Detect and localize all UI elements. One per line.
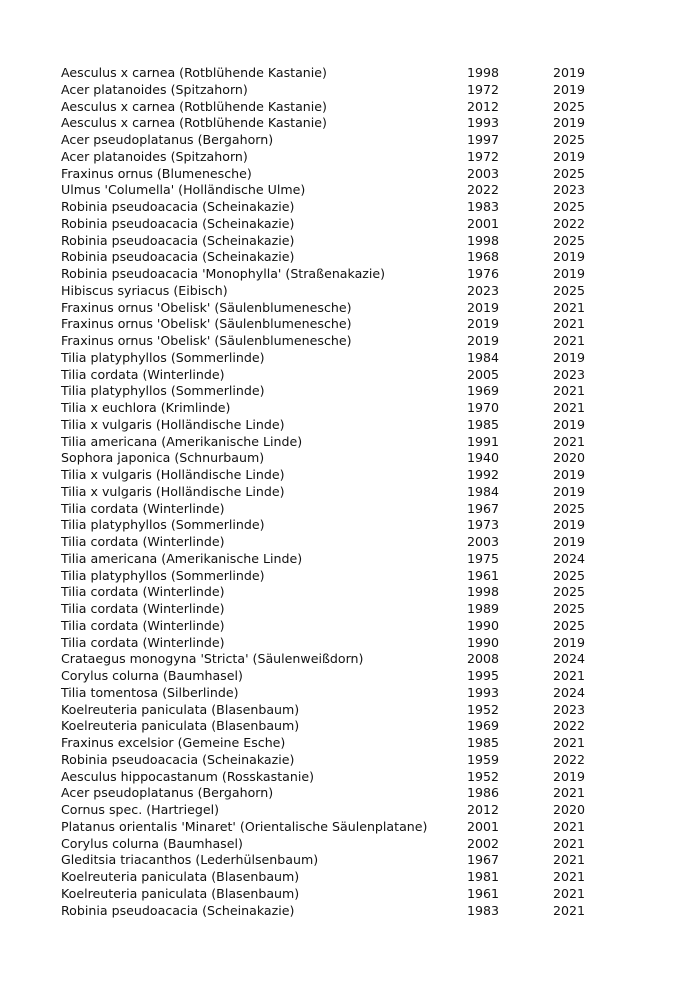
year-checked-cell: 2020: [553, 450, 586, 466]
species-cell: Sophora japonica (Schnurbaum): [61, 450, 265, 466]
year-planted-cell: 2005: [467, 366, 500, 382]
year-planted-cell: 1984: [467, 349, 500, 365]
table-row: [61, 702, 613, 719]
tree-list-body: [61, 65, 613, 919]
year-planted-cell: 1981: [467, 869, 500, 884]
year-checked-cell: 2019: [553, 249, 586, 265]
year-checked-cell: 2023: [553, 701, 586, 717]
species-cell: Robinia pseudoacacia (Scheinakazie): [61, 215, 295, 231]
year-planted-cell: 1991: [467, 433, 500, 449]
species-cell: Platanus orientalis 'Minaret' (Orientalische Säulenplatane): [61, 818, 428, 834]
table-row: [61, 333, 613, 350]
year-planted-cell: 1952: [467, 701, 500, 717]
species-cell: Tilia cordata (Winterlinde): [61, 601, 225, 616]
year-checked-cell: 2019: [553, 81, 586, 97]
species-cell: Corylus colurna (Baumhasel): [61, 668, 243, 683]
year-checked-cell: 2019: [553, 148, 586, 164]
year-planted-cell: 1990: [467, 617, 500, 633]
year-planted-cell: 1993: [467, 684, 500, 700]
species-cell: Tilia cordata (Winterlinde): [61, 584, 225, 600]
year-planted-cell: 2019: [467, 299, 500, 315]
species-cell: Acer pseudoplatanus (Bergahorn): [61, 785, 274, 801]
table-row: [61, 383, 613, 400]
year-planted-cell: 2001: [467, 215, 500, 231]
year-checked-cell: 2021: [553, 433, 586, 449]
year-planted-cell: 1985: [467, 416, 500, 432]
year-checked-cell: 2021: [553, 333, 586, 348]
species-cell: Fraxinus ornus 'Obelisk' (Säulenblumenesche): [61, 333, 352, 348]
year-checked-cell: 2021: [553, 885, 586, 901]
table-row: [61, 400, 613, 417]
species-cell: Tilia platyphyllos (Sommerlinde): [61, 567, 265, 583]
year-checked-cell: 2019: [553, 65, 586, 80]
year-planted-cell: 1969: [467, 383, 500, 399]
year-checked-cell: 2021: [553, 818, 586, 834]
year-planted-cell: 2001: [467, 818, 500, 834]
year-planted-cell: 1986: [467, 785, 500, 801]
year-checked-cell: 2023: [553, 366, 586, 382]
year-checked-cell: 2019: [553, 266, 586, 281]
table-row: [61, 819, 613, 836]
table-row: [61, 350, 613, 367]
species-cell: Robinia pseudoacacia (Scheinakazie): [61, 751, 295, 767]
species-cell: Tilia cordata (Winterlinde): [61, 617, 225, 633]
species-cell: Koelreuteria paniculata (Blasenbaum): [61, 869, 300, 884]
year-checked-cell: 2021: [553, 400, 586, 415]
year-checked-cell: 2021: [553, 835, 586, 851]
table-row: [61, 467, 613, 484]
species-cell: Crataegus monogyna 'Stricta' (Säulenweißdorn): [61, 651, 364, 667]
species-cell: Tilia cordata (Winterlinde): [61, 366, 225, 382]
year-checked-cell: 2025: [553, 98, 586, 114]
species-cell: Fraxinus ornus 'Obelisk' (Säulenblumenesche): [61, 299, 352, 315]
species-cell: Tilia americana (Amerikanische Linde): [61, 550, 303, 566]
species-cell: Robinia pseudoacacia (Scheinakazie): [61, 232, 295, 248]
species-cell: Aesculus x carnea (Rotblühende Kastanie): [61, 65, 327, 80]
species-cell: Robinia pseudoacacia (Scheinakazie): [61, 199, 295, 214]
table-row: [61, 182, 613, 199]
year-planted-cell: 1961: [467, 567, 500, 583]
year-planted-cell: 1959: [467, 751, 500, 767]
table-row: [61, 216, 613, 233]
year-checked-cell: 2025: [553, 617, 586, 633]
year-checked-cell: 2024: [553, 651, 586, 667]
year-checked-cell: 2019: [553, 517, 586, 533]
table-row: [61, 584, 613, 601]
year-planted-cell: 1952: [467, 768, 500, 784]
year-checked-cell: 2024: [553, 550, 586, 566]
year-checked-cell: 2019: [553, 768, 586, 784]
year-checked-cell: 2021: [553, 852, 586, 868]
table-row: [61, 852, 613, 869]
table-row: [61, 769, 613, 786]
year-planted-cell: 1993: [467, 115, 500, 131]
species-cell: Tilia cordata (Winterlinde): [61, 534, 225, 549]
year-planted-cell: 1969: [467, 718, 500, 734]
year-planted-cell: 2019: [467, 316, 500, 332]
year-checked-cell: 2022: [553, 718, 586, 734]
year-checked-cell: 2025: [553, 584, 586, 600]
species-cell: Fraxinus ornus (Blumenesche): [61, 165, 252, 181]
year-checked-cell: 2024: [553, 684, 586, 700]
species-cell: Robinia pseudoacacia 'Monophylla' (Straßenakazie): [61, 266, 386, 281]
year-planted-cell: 1968: [467, 249, 500, 265]
species-cell: Acer platanoides (Spitzahorn): [61, 148, 248, 164]
year-planted-cell: 1989: [467, 601, 500, 616]
table-row: [61, 802, 613, 819]
tree-list-table: [61, 65, 613, 919]
table-row: [61, 484, 613, 501]
year-planted-cell: 1975: [467, 550, 500, 566]
year-planted-cell: 1998: [467, 65, 500, 80]
year-checked-cell: 2022: [553, 751, 586, 767]
table-row: [61, 886, 613, 903]
species-cell: Robinia pseudoacacia (Scheinakazie): [61, 249, 295, 265]
table-row: [61, 517, 613, 534]
species-cell: Aesculus x carnea (Rotblühende Kastanie): [61, 115, 327, 131]
species-cell: Tilia cordata (Winterlinde): [61, 634, 225, 650]
species-cell: Ulmus 'Columella' (Holländische Ulme): [61, 182, 306, 198]
year-checked-cell: 2025: [553, 601, 586, 616]
table-row: [61, 82, 613, 99]
year-planted-cell: 1970: [467, 400, 500, 415]
table-row: [61, 551, 613, 568]
year-checked-cell: 2025: [553, 500, 586, 516]
table-row: [61, 166, 613, 183]
year-checked-cell: 2019: [553, 634, 586, 650]
year-planted-cell: 2012: [467, 802, 500, 817]
table-row: [61, 417, 613, 434]
year-planted-cell: 1995: [467, 668, 500, 683]
table-row: [61, 534, 613, 551]
table-row: [61, 685, 613, 702]
table-row: [61, 99, 613, 116]
species-cell: Robinia pseudoacacia (Scheinakazie): [61, 902, 295, 918]
year-checked-cell: 2021: [553, 869, 586, 884]
year-planted-cell: 2022: [467, 182, 500, 198]
year-checked-cell: 2021: [553, 785, 586, 801]
year-planted-cell: 1990: [467, 634, 500, 650]
year-checked-cell: 2019: [553, 483, 586, 499]
year-checked-cell: 2021: [553, 668, 586, 683]
table-row: [61, 785, 613, 802]
year-checked-cell: 2021: [553, 902, 586, 918]
table-row: [61, 568, 613, 585]
species-cell: Fraxinus ornus 'Obelisk' (Säulenblumenesche): [61, 316, 352, 332]
year-planted-cell: 1972: [467, 148, 500, 164]
species-cell: Tilia platyphyllos (Sommerlinde): [61, 383, 265, 399]
year-planted-cell: 2008: [467, 651, 500, 667]
year-checked-cell: 2023: [553, 182, 586, 198]
species-cell: Fraxinus excelsior (Gemeine Esche): [61, 735, 286, 750]
table-row: [61, 450, 613, 467]
table-row: [61, 836, 613, 853]
table-row: [61, 735, 613, 752]
year-planted-cell: 1961: [467, 885, 500, 901]
species-cell: Hibiscus syriacus (Eibisch): [61, 282, 228, 298]
table-row: [61, 651, 613, 668]
year-checked-cell: 2025: [553, 199, 586, 214]
table-row: [61, 199, 613, 216]
year-checked-cell: 2021: [553, 735, 586, 750]
species-cell: Tilia x euchlora (Krimlinde): [61, 400, 231, 415]
species-cell: Tilia platyphyllos (Sommerlinde): [61, 517, 265, 533]
year-planted-cell: 1967: [467, 500, 500, 516]
table-row: [61, 300, 613, 317]
year-checked-cell: 2021: [553, 316, 586, 332]
year-checked-cell: 2025: [553, 165, 586, 181]
species-cell: Aesculus hippocastanum (Rosskastanie): [61, 768, 314, 784]
year-planted-cell: 1985: [467, 735, 500, 750]
table-row: [61, 115, 613, 132]
year-planted-cell: 2012: [467, 98, 500, 114]
year-checked-cell: 2019: [553, 115, 586, 131]
table-row: [61, 601, 613, 618]
table-row: [61, 132, 613, 149]
year-checked-cell: 2025: [553, 282, 586, 298]
year-checked-cell: 2019: [553, 416, 586, 432]
species-cell: Acer pseudoplatanus (Bergahorn): [61, 132, 274, 147]
year-checked-cell: 2021: [553, 383, 586, 399]
year-planted-cell: 1983: [467, 902, 500, 918]
year-planted-cell: 2003: [467, 165, 500, 181]
species-cell: Acer platanoides (Spitzahorn): [61, 81, 248, 97]
table-row: [61, 903, 613, 920]
year-planted-cell: 2019: [467, 333, 500, 348]
table-row: [61, 618, 613, 635]
table-row: [61, 434, 613, 451]
year-checked-cell: 2025: [553, 567, 586, 583]
table-row: [61, 869, 613, 886]
species-cell: Cornus spec. (Hartriegel): [61, 802, 220, 817]
year-planted-cell: 2003: [467, 534, 500, 549]
year-planted-cell: 1976: [467, 266, 500, 281]
table-row: [61, 718, 613, 735]
species-cell: Koelreuteria paniculata (Blasenbaum): [61, 885, 300, 901]
species-cell: Gleditsia triacanthos (Lederhülsenbaum): [61, 852, 319, 868]
year-planted-cell: 1972: [467, 81, 500, 97]
year-checked-cell: 2025: [553, 132, 586, 147]
year-planted-cell: 1984: [467, 483, 500, 499]
year-planted-cell: 1992: [467, 467, 500, 482]
year-planted-cell: 1997: [467, 132, 500, 147]
table-row: [61, 316, 613, 333]
table-row: [61, 266, 613, 283]
year-planted-cell: 2023: [467, 282, 500, 298]
species-cell: Tilia americana (Amerikanische Linde): [61, 433, 303, 449]
table-row: [61, 233, 613, 250]
species-cell: Tilia x vulgaris (Holländische Linde): [61, 416, 285, 432]
species-cell: Tilia cordata (Winterlinde): [61, 500, 225, 516]
species-cell: Tilia tomentosa (Silberlinde): [61, 684, 239, 700]
species-cell: Tilia platyphyllos (Sommerlinde): [61, 349, 265, 365]
year-planted-cell: 1940: [467, 450, 500, 466]
table-row: [61, 283, 613, 300]
year-checked-cell: 2025: [553, 232, 586, 248]
year-checked-cell: 2020: [553, 802, 586, 817]
species-cell: Corylus colurna (Baumhasel): [61, 835, 243, 851]
year-checked-cell: 2019: [553, 467, 586, 482]
species-cell: Tilia x vulgaris (Holländische Linde): [61, 483, 285, 499]
species-cell: Aesculus x carnea (Rotblühende Kastanie): [61, 98, 327, 114]
table-row: [61, 367, 613, 384]
table-row: [61, 249, 613, 266]
year-checked-cell: 2019: [553, 534, 586, 549]
year-planted-cell: 1998: [467, 584, 500, 600]
year-planted-cell: 1983: [467, 199, 500, 214]
species-cell: Koelreuteria paniculata (Blasenbaum): [61, 718, 300, 734]
year-checked-cell: 2022: [553, 215, 586, 231]
table-row: [61, 668, 613, 685]
table-row: [61, 752, 613, 769]
species-cell: Koelreuteria paniculata (Blasenbaum): [61, 701, 300, 717]
table-row: [61, 149, 613, 166]
table-row: [61, 65, 613, 82]
year-planted-cell: 2002: [467, 835, 500, 851]
year-planted-cell: 1998: [467, 232, 500, 248]
table-row: [61, 501, 613, 518]
year-checked-cell: 2019: [553, 349, 586, 365]
year-planted-cell: 1973: [467, 517, 500, 533]
table-row: [61, 635, 613, 652]
species-cell: Tilia x vulgaris (Holländische Linde): [61, 467, 285, 482]
year-planted-cell: 1967: [467, 852, 500, 868]
year-checked-cell: 2021: [553, 299, 586, 315]
